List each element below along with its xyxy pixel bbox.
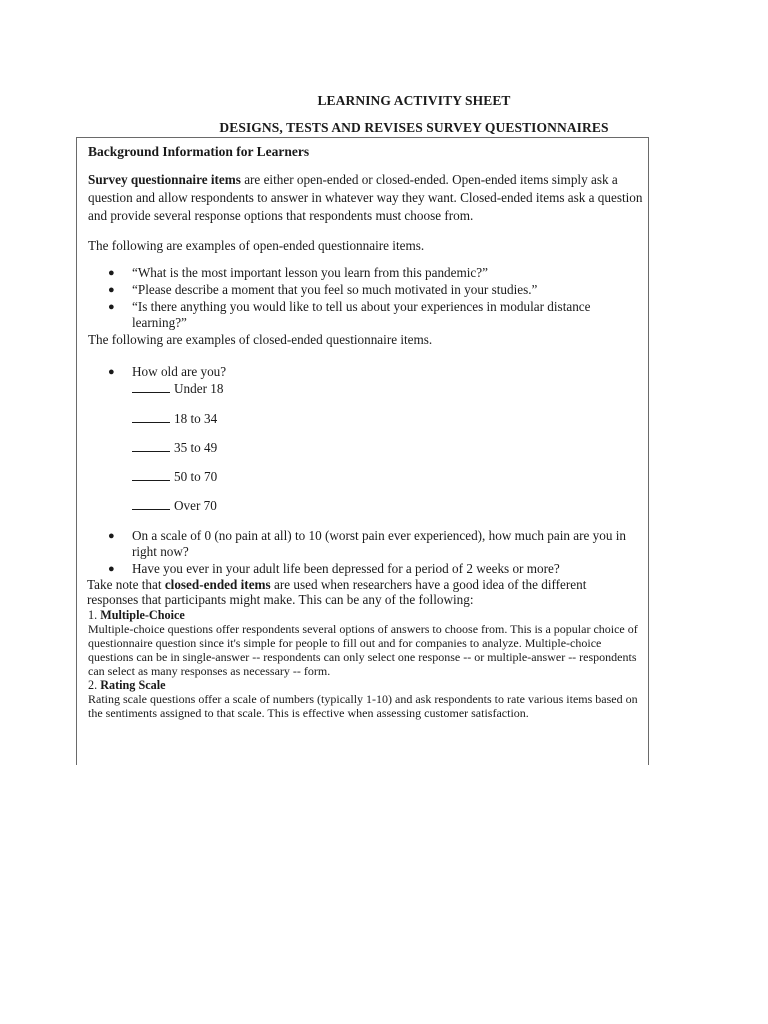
list-item: ● “Please describe a moment that you feel so much motivated in your studies.” bbox=[108, 282, 538, 297]
bullet-icon: ● bbox=[108, 366, 115, 378]
list-item: ● “Is there anything you would like to tell us about your experiences in modular distance learning?” bbox=[108, 299, 591, 330]
age-option: 18 to 34 bbox=[132, 411, 644, 427]
intro-bold-term: Survey questionnaire items bbox=[88, 172, 241, 187]
open-ended-intro: The following are examples of open-ended questionnaire items. bbox=[88, 238, 425, 253]
list-item bbox=[100, 364, 644, 380]
age-option: Over 70 bbox=[132, 498, 644, 514]
bullet-icon: ● bbox=[108, 267, 115, 279]
bullet-icon: ● bbox=[108, 284, 115, 296]
age-option: 35 to 49 bbox=[132, 440, 644, 456]
question-age: How old are you? bbox=[132, 364, 227, 379]
take-note-paragraph: Take note that closed-ended items are used when researchers have a good idea of the different responses that participants might make. This can be any of the following: bbox=[87, 577, 587, 607]
list-item: ● “What is the most important lesson you learn from this pandemic?” bbox=[108, 265, 488, 280]
answer-blank bbox=[132, 470, 170, 481]
intro-text: are either open-ended or closed-ended. Open-ended items simply ask a question and allow respondents to answer in whatever way they want. Closed-ended items ask a question and provide several response options that respondents must choose from. bbox=[88, 172, 643, 223]
bullet-icon: ● bbox=[108, 301, 115, 313]
intro-paragraph bbox=[88, 171, 644, 225]
answer-blank bbox=[132, 412, 170, 423]
question-depressed: Have you ever in your adult life been depressed for a period of 2 weeks or more? bbox=[132, 561, 560, 576]
age-option: 50 to 70 bbox=[132, 469, 644, 485]
box-heading: Background Information for Learners bbox=[88, 144, 310, 159]
closed-ended-intro: The following are examples of closed-ended questionnaire items. bbox=[88, 332, 433, 347]
list-item bbox=[100, 561, 644, 577]
answer-blank bbox=[132, 441, 170, 452]
closed-ended-list-more bbox=[88, 528, 644, 577]
rating-scale-heading: 2. Rating Scale bbox=[88, 678, 166, 692]
age-option: Under 18 bbox=[132, 381, 644, 397]
sheet-title: LEARNING ACTIVITY SHEET bbox=[317, 93, 511, 108]
sheet-subtitle: DESIGNS, TESTS AND REVISES SURVEY QUESTIONNAIRES bbox=[219, 120, 609, 135]
multiple-choice-heading: 1. Multiple-Choice bbox=[88, 608, 185, 622]
rating-scale-text: Rating scale questions offer a scale of numbers (typically 1-10) and ask respondents to rate various items based on the sentiments assigned to that scale. This is effective when assessing customer satisfaction. bbox=[88, 692, 638, 720]
open-ended-list bbox=[88, 265, 644, 331]
bullet-icon: ● bbox=[108, 563, 115, 575]
bullet-icon: ● bbox=[108, 530, 115, 542]
list-item bbox=[100, 528, 644, 560]
answer-blank bbox=[132, 499, 170, 510]
answer-blank bbox=[132, 382, 170, 393]
closed-ended-list bbox=[88, 364, 644, 380]
question-pain: On a scale of 0 (no pain at all) to 10 (worst pain ever experienced), how much pain are you in right now? bbox=[132, 528, 626, 559]
note-bold-term: closed-ended items bbox=[164, 577, 271, 592]
multiple-choice-text: Multiple-choice questions offer respondents several options of answers to choose from. This is a popular choice of questionnaire question since it's simple for people to fill out and for companies to analyze. Multiple-choice questions can be in single-answer -- respondents can only select one response -- or multiple-answer -- respondents can select as many responses as necessary -- form. bbox=[88, 622, 638, 678]
box-content bbox=[88, 144, 644, 720]
